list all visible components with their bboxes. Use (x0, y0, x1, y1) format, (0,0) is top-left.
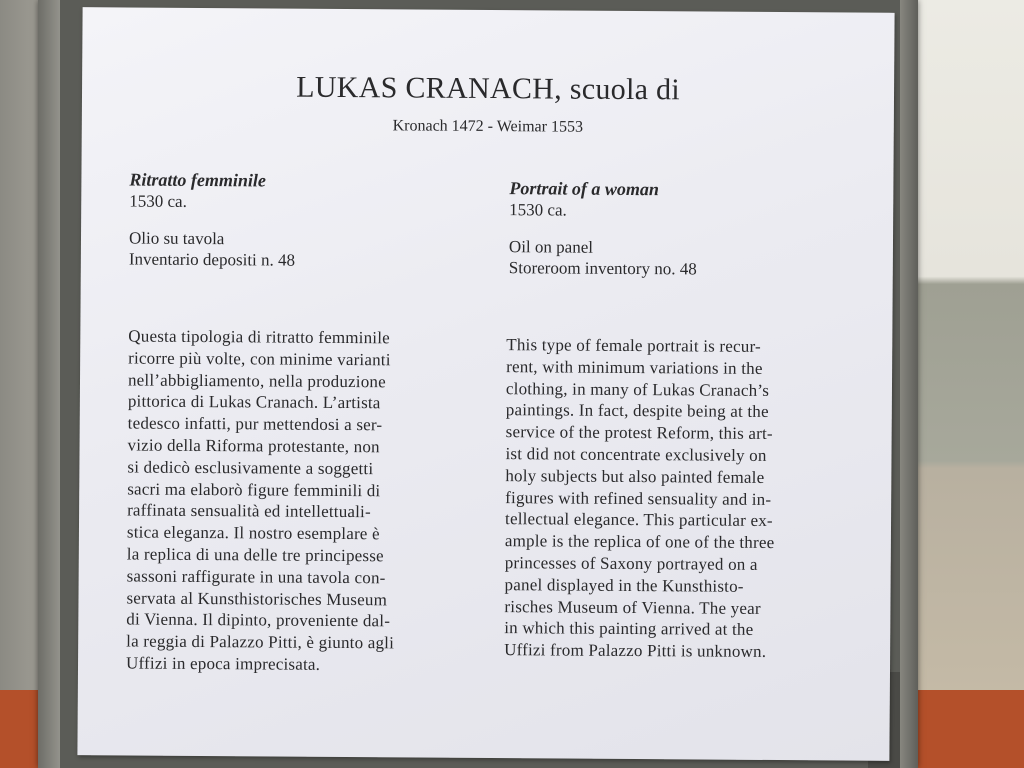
medium-english: Oil on panel (508, 237, 594, 257)
description-line: raffinata sensualità ed intellettuali- (127, 500, 371, 522)
inventory-italian: Inventario depositi n. 48 (128, 249, 296, 270)
description-line: Uffizi in epoca imprecisata. (125, 653, 321, 674)
description-line: vizio della Riforma protestante, non (127, 435, 380, 457)
description-line: sacri ma elaborò figure femminili di (127, 479, 381, 500)
description-line: risches Museum of Vienna. The year (504, 596, 761, 618)
italian-caption (129, 170, 470, 272)
description-line: Uffizi from Palazzo Pitti is unknown. (504, 640, 767, 662)
description-line: rent, with minimum variations in the (506, 356, 763, 378)
description-italian (126, 326, 468, 677)
description-line: di Vienna. Il dipinto, proveniente dal- (126, 609, 391, 631)
description-line: Questa tipologia di ritratto femminile (128, 326, 390, 348)
description-line: stica eleganza. Il nostro esemplare è (126, 522, 380, 544)
description-line: This type of female portrait is recur- (506, 335, 761, 356)
description-line: tellectual elegance. This particular ex- (504, 509, 773, 531)
description-line: clothing, in many of Lukas Cranach’s (505, 378, 770, 400)
description-line: service of the protest Reform, this art- (505, 422, 773, 444)
work-date-italian: 1530 ca. (129, 191, 187, 211)
work-title-english: Portrait of a woman (509, 178, 659, 200)
museum-placard (77, 7, 894, 761)
inventory-english: Storeroom inventory no. 48 (508, 258, 697, 279)
description-line: panel displayed in the Kunsthisto- (504, 574, 744, 596)
description-line: la reggia di Palazzo Pitti, è giunto agli (126, 631, 395, 653)
description-line: tedesco infatti, pur mettendosi a ser- (127, 413, 383, 435)
description-line: holy subjects but also painted female (505, 465, 765, 487)
description-line: princesses of Saxony portrayed on a (504, 553, 758, 574)
description-line: nell’abbigliamento, nella produzione (127, 370, 386, 391)
description-line: servata al Kunsthistorisches Museum (126, 588, 388, 609)
description-english (504, 334, 846, 663)
description-line: paintings. In fact, despite being at the (505, 400, 769, 422)
medium-italian: Olio su tavola (128, 228, 225, 249)
description-line: ample is the replica of one of the three (504, 531, 775, 553)
description-line: la replica di una delle tre principesse (126, 544, 384, 566)
background-wall (900, 0, 1024, 768)
description-line: pittorica di Lukas Cranach. L’artista (127, 391, 381, 413)
description-line: in which this painting arrived at the (504, 618, 754, 640)
work-date-english: 1530 ca. (509, 200, 567, 220)
work-title-italian: Ritratto femminile (129, 169, 267, 191)
description-line: figures with refined sensuality and in- (505, 487, 772, 509)
description-line: ricorre più volte, con minime varianti (128, 348, 391, 370)
english-caption (509, 178, 850, 280)
description-line: ist did not concentrate exclusively on (505, 444, 767, 465)
description-line: sassoni raffigurate in una tavola con- (126, 566, 386, 588)
artist-dates: Kronach 1472 - Weimar 1553 (392, 117, 584, 136)
artist-title: LUKAS CRANACH, scuola di (296, 70, 681, 107)
description-line: si dedicò esclusivamente a soggetti (127, 457, 374, 478)
